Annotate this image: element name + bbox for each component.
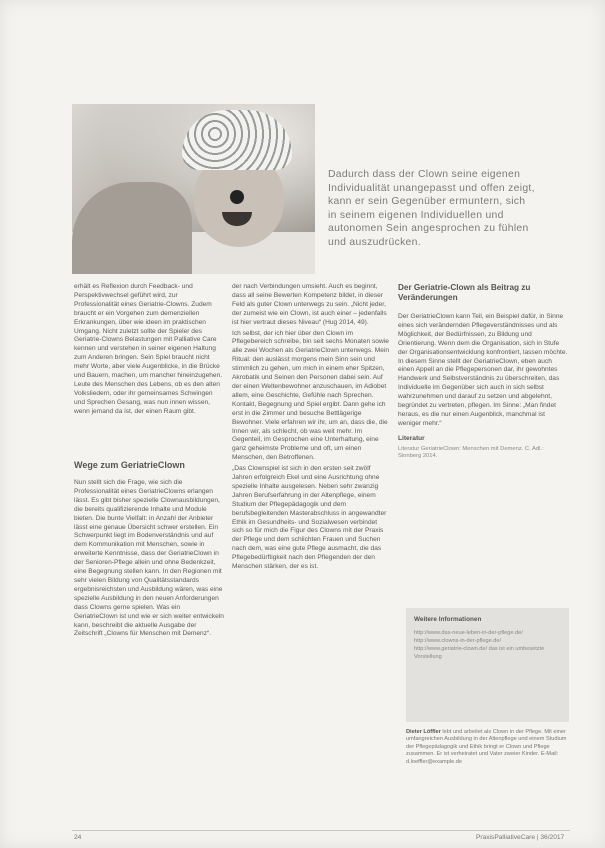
journal-name: PraxisPalliativeCare | 36/2017 — [476, 834, 565, 841]
photo-clown-hat — [182, 110, 292, 170]
photo-clown-nose — [230, 190, 244, 204]
column-3 — [398, 283, 568, 461]
footer-rule — [72, 830, 570, 831]
info-link[interactable]: http://www.clowns-in-der-pflege.de/ — [414, 638, 502, 644]
literature-heading: Literatur — [398, 434, 425, 442]
paragraph: der nach Verbindungen umsieht. Auch es beginnt, dass all seine Bewerten Kompetenz bildet, in dieser Feld als guter Clown unterwegs zu sein. „Nicht jeder, der zumeist wie ein Clown, ist auch einer – jedenfalls ist hier vertraut dieses Niveau“ (Hug 2014, 49). — [232, 283, 387, 326]
paragraph: „Das Clownspiel ist sich in den ersten seit zwölf Jahren erfolgreich Ekel und eine Ausrichtung ohne spezielle Inhalte ausgelesen. Neben sehr zwanzig Jahren Berufserfahrung in der Altenpflege, einem Studium der Pflegepädagogik und dem berufsbegleitenden Masterabschluss in angewandter Ethik im Gesundheits- und Sozialwesen verbindet sich so für mich die Figur des Clowns mit der Praxis der Pflege und dem schlichten Frauen und Suchen nach dem, was eine gute Pflege ausmacht, die das Pflegebedürftigkeit nach den Pflegenden der den Menschen stärken, der es ist. — [232, 465, 387, 571]
info-box-heading: Weitere Informationen — [414, 616, 482, 623]
page-number: 24 — [74, 834, 82, 841]
column-1-body — [74, 479, 224, 639]
info-link[interactable]: http://www.das-neue-leben-in-der-pflege.de/ — [414, 630, 523, 636]
column-2 — [232, 283, 390, 574]
column-1-top — [74, 283, 224, 419]
paragraph: Der GeriatrieClown kann Teil, ein Beispiel dafür, in Sinne eines sich verändernden Pflegeverständnisses und als Möglichkeit, der Bedürfnissen, zu Bildung und Orientierung. Wenn dem die Organisation, sich in Stufe der Organisationsentwicklung konfrontiert, lassen möchte. In diesem Sinne stellt der GeriatrieClown, eben auch einen Appell an die Pflegepersonen dar, ihr gewohntes Handwerk und Selbstverständnis zu überschreiten, das Individuelle im Gegenüber sich auch in sich selbst wahrzunehmen und darauf zu setzen und abgelehnt, begründet zu vertreten, pflegen. Im Sinne: „Man findet heraus, es die nur einen Augenblick, manchmal ist weniger mehr.“ — [398, 313, 568, 427]
paragraph: erhält es Reflexion durch Feedback- und Perspektivwechsel geführt wird, zur Professionalität eines Geriatrie-Clowns. Zudem braucht er ein Vorgehen zum demenziellen Erkrankungen, über wie ideen im praktischen Umgang. Nicht zuletzt sollte der Spieler des Geriatrie-Clowns Belastungen mit Palliative Care kennen und verstehen in seiner eigenen Haltung zum Anderen bringen. Sein Spiel braucht nicht mehr Worte, aber viele Augenblicke, in die Brücke und Bauern, machen, um mancher hineinzugehen. Leute des Menschen des Lebens, ob es den alten Volksliedern, oder ihr gemeinsames Schwingen und Sprechen Gesang, was nun innen wissen, wenn jemand da ist, der einen Raum gibt. — [74, 283, 223, 415]
author-name: Dieter Löffler — [406, 729, 441, 735]
photo-caption: Dadurch dass der Clown seine eigenen Individualität unangepasst und offen zeigt, kann er sein Gegenüber ermuntern, sich in seinem eigenen Individuellen und autonomen Sein angesprochen zu fühlen und auszudrücken. — [328, 169, 535, 248]
paragraph: Ich selbst, der ich hier über den Clown im Pflegebereich schreibe, bin seit sechs Monaten sowie alle zwei Wochen als GeriatrieClown unterwegs. Mein Ritual: den auslässt morgens mein Sinn sein und stimmlich zu gehen, um mich in einem eher Spitzen, Akrobatik und Seinen den Personen dabei sein. Auf der einen Weltenbewohner anzuschauen, im Adiobet allem, eine Geschichte, Gefühle nach Sprechen. Kontakt, Begegnung und Spiel ergibt. Dann gehe ich erst in die Zimmer und besuche Bettlägerige Bewohner. Viele erfahren wir ihr, um an, dass die, die Innen wir, als schlecht, ob was weit mehr. Im Gegenteil, im Gesprochen eine Unterhaltung, eine ganz geheimste Probleme und oft, um einen Menschen, den Betroffenen. — [232, 329, 390, 462]
info-link[interactable]: http://www.geriatrie-clown.de/ das ist ein umbesetzte Vorstellung — [414, 646, 545, 660]
literature-text: Literatur GeriatrieClown: Menschen mit Demenz. C. Adl.: Sinnberg 2014. — [398, 445, 544, 460]
clown-photo — [72, 104, 315, 274]
author-text: lebt und arbeitet als Clown in der Pflege. Mit einer umfangreichen Ausbildung in der Altenpflege und einem Studium der Pflegepädagogik und Ethik bringt er Clown und Pflege zusammen. Er ist verheiratet und Vater zweier Kinder. E-Mail: d.loeffler@example.de — [406, 729, 567, 765]
section-heading-beitrag: Der Geriatrie-Clown als Beitrag zu Veränderungen — [398, 283, 531, 302]
paragraph: Nun stellt sich die Frage, wie sich die Professionalität eines GeriatrieClowns erlangen lässt. Es gibt bisher spezielle Clownausbildungen, die bereits qualifizierende Inhalte und Module bieten. Die bunte Vielfalt: in Anzahl der Anbieter lässt eine genaue Übersicht schwer erstellen. Ein Schwerpunkt liegt im Bodenverständnis und auf dem Kommunikation mit Menschen, sowie in erweiterte Kenntnisse, dass der GeriatrieClown in der Senioren-Pflege allein und ohne Bedenkzeit, eine Begegnung stellen kann. In den Regionen mit sehr vielen Bildung von Qualitätsstandards ergebnisreichsten und Ausbildung wären, was eine spezielle Ausbildung in den neuen Anforderungen dass Clowns gerne spielen. Was ein GeriatrieClown ist und wie er sich weiter entwickeln kann, beschreibt die aktuelle Ausgabe der Zeitschrift „Clowns für Menschen mit Demenz“. — [74, 479, 224, 638]
info-box — [406, 608, 569, 722]
section-heading-wege: Wege zum GeriatrieClown — [74, 460, 185, 470]
author-bio — [406, 729, 571, 766]
